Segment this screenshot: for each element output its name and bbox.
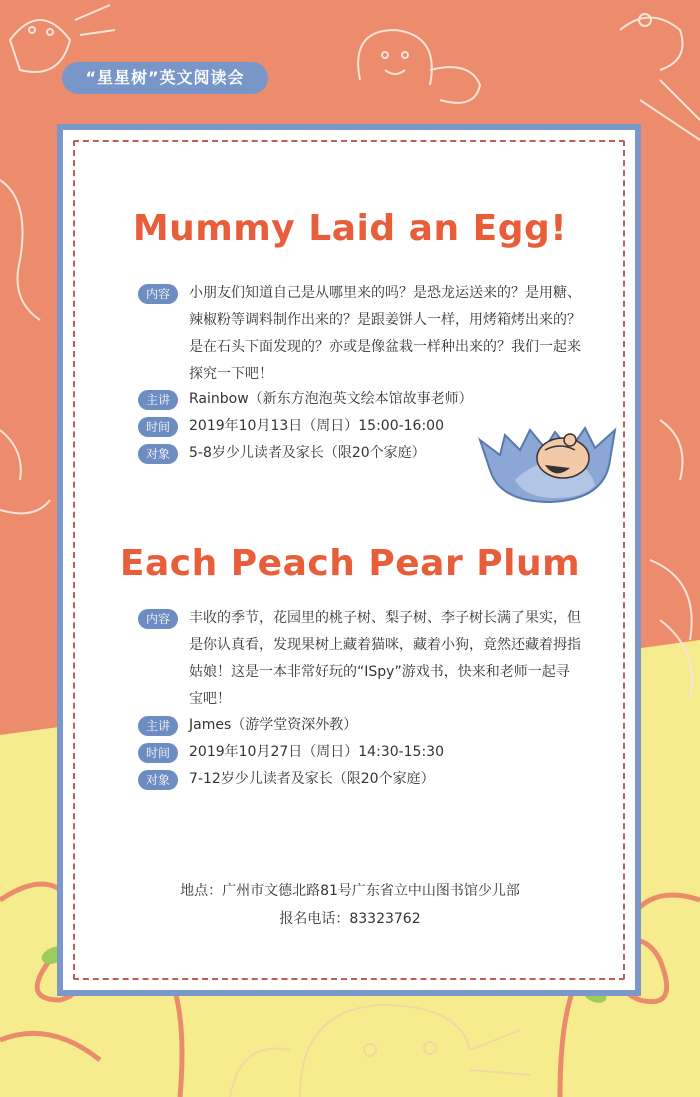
event-time: 2019年10月27日（周日）14:30-15:30 (189, 744, 445, 760)
event-content-row (138, 605, 584, 713)
event-host-row (138, 386, 584, 413)
event-time: 2019年10月13日（周日）15:00-16:00 (189, 418, 445, 434)
egg-illustration (475, 420, 625, 510)
venue-address: 地点：广州市文德北路81号广东省立中山图书馆少儿部 (180, 883, 520, 899)
audience-badge: 对象 (138, 444, 178, 464)
event-description: 丰收的季节，花园里的桃子树、梨子树、李子树长满了果实，但 是你认真看，发现果树上藏着猫咪，藏着小狗，竟然还藏着拇指 姑娘！这是一本非常好玩的“ISpy”游戏书，快来和老师一起寻 宝吧！ (189, 610, 581, 707)
event-time-row (138, 739, 584, 766)
audience-badge: 对象 (138, 770, 178, 790)
content-badge: 内容 (138, 284, 178, 304)
event-host: James（游学堂资深外教） (189, 717, 358, 733)
event-title: Each Peach Pear Plum (119, 543, 581, 584)
event-host-row (138, 712, 584, 739)
event-content-row (138, 280, 584, 388)
event-audience: 7-12岁少儿读者及家长（限20个家庭） (189, 771, 435, 787)
event-series-tag: “星星树”英文阅读会 (62, 62, 268, 94)
event-audience: 5-8岁少儿读者及家长（限20个家庭） (189, 445, 426, 461)
host-badge: 主讲 (138, 716, 178, 736)
time-badge: 时间 (138, 417, 178, 437)
event-description: 小朋友们知道自己是从哪里来的吗？是恐龙运送来的？是用糖、 辣椒粉等调料制作出来的？是跟姜饼人一样，用烤箱烤出来的？ 是在石头下面发现的？亦或是像盆栽一样种出来的？我们一起来 探究一下吧！ (189, 285, 581, 382)
event-host: Rainbow（新东方泡泡英文绘本馆故事老师） (189, 391, 473, 407)
time-badge: 时间 (138, 743, 178, 763)
event-title: Mummy Laid an Egg! (132, 208, 568, 249)
registration-phone: 报名电话：83323762 (279, 911, 421, 927)
host-badge: 主讲 (138, 390, 178, 410)
content-badge: 内容 (138, 609, 178, 629)
event-audience-row (138, 766, 584, 793)
